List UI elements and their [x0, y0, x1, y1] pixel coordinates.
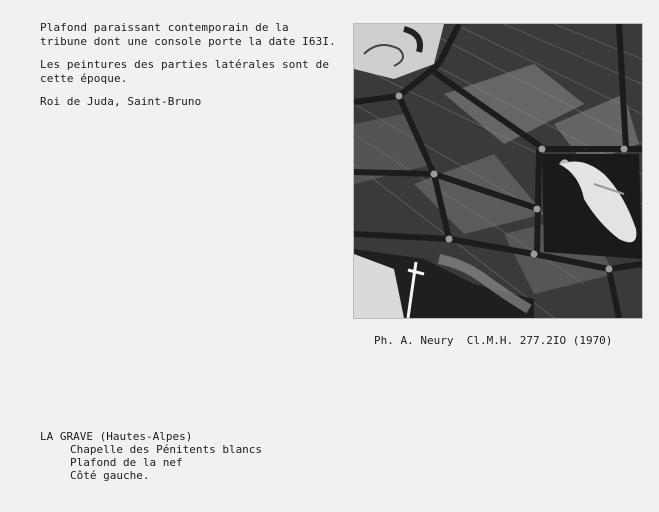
description-paragraph-3: Roi de Juda, Saint-Bruno: [40, 95, 202, 108]
photo-caption: [374, 334, 612, 348]
description-paragraph-2: Les peintures des parties latérales sont de cette époque.: [40, 58, 330, 85]
location-line-1: Chapelle des Pénitents blancs: [70, 443, 263, 456]
location-line-3: Côté gauche.: [70, 469, 150, 482]
photographer-credit: Ph. A. Neury: [374, 334, 454, 347]
location-line-2: Plafond de la nef: [70, 456, 183, 469]
description-paragraph-1: Plafond paraissant contemporain de la tribune dont une console porte la date I63I.: [40, 21, 336, 48]
location-block: [40, 430, 262, 482]
location-town: LA GRAVE (Hautes-Alpes): [40, 430, 193, 443]
archive-reference: Cl.M.H. 277.2IO (1970): [466, 334, 613, 347]
description-block: [40, 21, 340, 118]
ceiling-photograph: [353, 23, 643, 319]
ceiling-photo-icon: [354, 24, 642, 318]
